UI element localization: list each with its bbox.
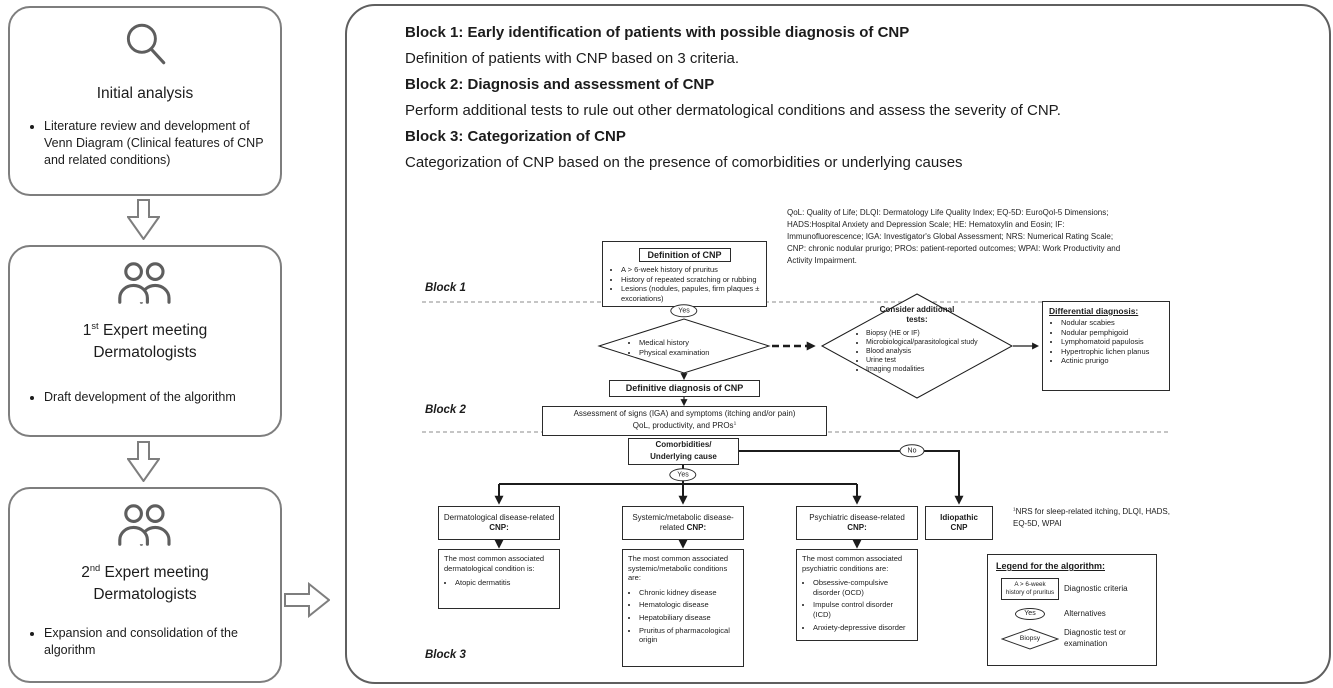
block2-desc: Perform additional tests to rule out other dermatological conditions and assess the severity of CNP. (405, 102, 1061, 119)
tests-title: Consider additional tests: (879, 305, 955, 324)
list-item: • Nodular pemphigoid (1061, 328, 1163, 338)
step-title: 1st Expert meeting Dermatologists (82, 321, 208, 361)
list-item: • Hematologic disease (639, 600, 738, 610)
detail-box-dermatological (438, 549, 560, 609)
legend-row-alternatives (996, 608, 1148, 620)
algorithm-panel (345, 4, 1331, 684)
definition-criteria-list (609, 265, 760, 303)
list-item: • Literature review and development of Venn Diagram (Clinical features of CNP and related conditions) (44, 118, 268, 169)
legend-box (987, 554, 1157, 666)
legend-label: Diagnostic test or examination (1064, 628, 1126, 648)
list-item: • Chronic kidney disease (639, 588, 738, 598)
differential-title: Differential diagnosis: (1049, 306, 1139, 316)
detail-box-systemic (622, 549, 744, 667)
down-arrow-1 (127, 199, 160, 245)
list-item: • Atopic dermatitis (455, 578, 554, 588)
yes-oval-2: Yes (669, 468, 696, 481)
assessment-line2: QoL, productivity, and PROs$^1$ (632, 421, 737, 431)
no-oval: No (900, 444, 925, 457)
legend-row-diagnostic-test (996, 628, 1148, 650)
medical-history-diamond-label (627, 336, 749, 357)
process-step-initial-analysis (8, 6, 282, 196)
category-box-dermatological: Dermatological disease-related CNP: (438, 506, 560, 540)
right-arrow (284, 582, 330, 623)
process-step-first-expert-meeting (8, 245, 282, 437)
assessment-box (542, 406, 827, 436)
list-item: • Physical examination (639, 348, 749, 358)
category-box-systemic: Systemic/metabolic disease-related CNP: (622, 506, 744, 540)
magnifier-icon (10, 20, 280, 75)
list-item: • Hypertrophic lichen planus (1061, 347, 1163, 357)
block1-heading: Block 1: Early identification of patients with possible diagnosis of CNP (405, 24, 910, 41)
alternative-sample-oval: Yes (1015, 608, 1044, 620)
detail-intro: The most common associated dermatological condition is: (444, 554, 545, 573)
assessment-line1: Assessment of signs (IGA) and symptoms (itching and/or pain) (573, 409, 796, 418)
abbreviations-note: QoL: Quality of Life; DLQI: Dermatology Life Quality Index; EQ-5D: EuroQol-5 Dimensions; HADS:Hospital Anxiety and Depression Scale; HE: Hematoxylin and Eosin; IF: Immunofluorescence; IGA: Investigator's Global Assessment; NRS: Numerical Rating Scale; CNP: chronic nodular prurigo; PROs: patient-reported outcomes; WPAI: Work Productivity and Activity Impairment. (787, 208, 1121, 265)
comorbidities-box: Comorbidities/ Underlying cause (628, 438, 739, 465)
block-descriptions (405, 20, 1065, 176)
list-item: • Biopsy (HE or IF) (866, 329, 980, 338)
list-item: • Blood analysis (866, 347, 980, 356)
list-item: • A > 6-week history of pruritus (621, 265, 760, 275)
footnote: $^1$NRS for sleep-related itching, DLQI, HADS, EQ-5D, WPAI (1013, 507, 1170, 528)
experts-icon (10, 259, 280, 312)
step-bullet-list (44, 389, 268, 406)
legend-label: Alternatives (1064, 608, 1106, 618)
list-item: • Urine test (866, 356, 980, 365)
detail-box-psychiatric (796, 549, 918, 641)
list-item: • Hepatobiliary disease (639, 613, 738, 623)
block3-label: Block 3 (425, 649, 466, 661)
block1-label: Block 1 (425, 282, 466, 294)
step-bullet-list (44, 118, 268, 169)
list-item: • History of repeated scratching or rubbing (621, 275, 760, 285)
detail-intro: The most common associated systemic/metabolic conditions are: (628, 554, 729, 583)
list-item: • Pruritus of pharmacological origin (639, 626, 738, 645)
definition-of-cnp-box (602, 241, 767, 307)
legend-title: Legend for the algorithm: (996, 561, 1105, 571)
category-box-psychiatric: Psychiatric disease-related CNP: (796, 506, 918, 540)
detail-intro: The most common associated psychiatric conditions are: (802, 554, 903, 573)
experts-icon (10, 501, 280, 554)
list-item: • Microbiological/parasitological study (866, 338, 980, 347)
block2-heading: Block 2: Diagnosis and assessment of CNP (405, 76, 715, 93)
yes-oval-1: Yes (670, 304, 697, 317)
no-path-to-idiopathic (739, 451, 959, 502)
diagnostic-test-sample-diamond: Biopsy (1001, 628, 1059, 650)
list-item: • Draft development of the algorithm (44, 389, 268, 406)
list-item: • Obsessive-compulsive disorder (OCD) (813, 578, 912, 597)
list-item: • Actinic prurigo (1061, 356, 1163, 366)
tests-list (854, 329, 980, 374)
definitive-diagnosis-box: Definitive diagnosis of CNP (609, 380, 760, 397)
category-box-idiopathic: Idiopathic CNP (925, 506, 993, 540)
process-step-second-expert-meeting (8, 487, 282, 683)
block3-heading: Block 3: Categorization of CNP (405, 128, 626, 145)
down-arrow-2 (127, 441, 160, 487)
list-item: • Lesions (nodules, papules, firm plaques ± excoriations) (621, 284, 760, 303)
definition-title: Definition of CNP (639, 248, 731, 262)
list-item: • Medical history (639, 338, 749, 348)
block1-desc: Definition of patients with CNP based on 3 criteria. (405, 50, 740, 67)
differential-list (1049, 318, 1163, 366)
block3-desc: Categorization of CNP based on the presence of comorbidities or underlying causes (405, 154, 963, 171)
step-title: Initial analysis (96, 85, 194, 102)
step-bullet-list (44, 625, 268, 659)
block2-label: Block 2 (425, 404, 466, 416)
legend-row-criteria (996, 578, 1148, 600)
step-title: 2nd Expert meeting Dermatologists (81, 563, 209, 603)
criteria-sample-box: A > 6-week history of pruritus (1001, 578, 1059, 600)
list-item: • Lymphomatoid papulosis (1061, 337, 1163, 347)
differential-diagnosis-box (1042, 301, 1170, 391)
list-item: • Nodular scabies (1061, 318, 1163, 328)
additional-tests-diamond-label (854, 305, 980, 374)
legend-label: Diagnostic criteria (1064, 583, 1128, 593)
list-item: • Expansion and consolidation of the algorithm (44, 625, 268, 659)
list-item: • Impulse control disorder (ICD) (813, 600, 912, 619)
list-item: • Imaging modalities (866, 365, 980, 374)
list-item: • Anxiety-depressive disorder (813, 623, 912, 633)
